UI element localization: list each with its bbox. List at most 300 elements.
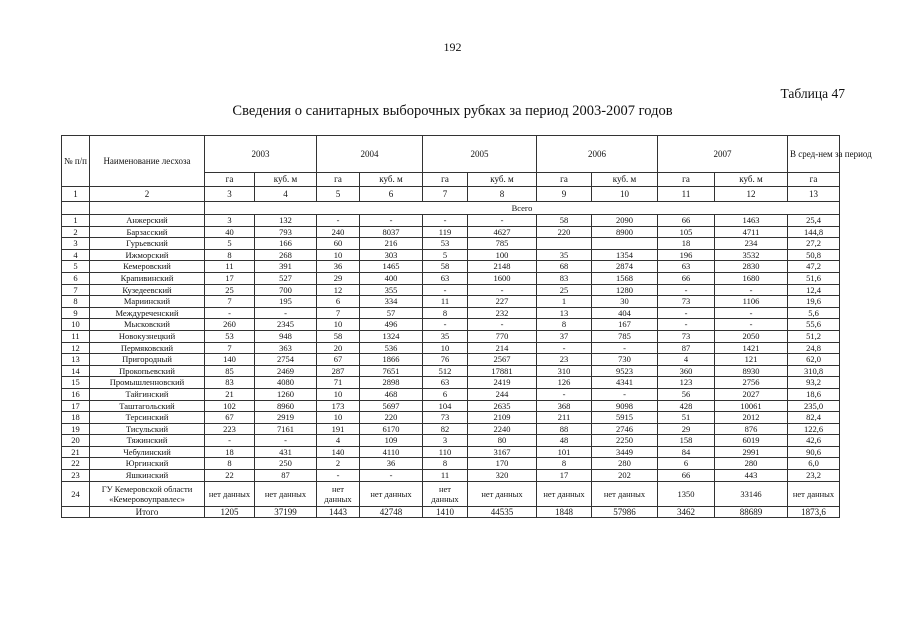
table-cell: 35 bbox=[423, 330, 468, 342]
table-cell: 53 bbox=[423, 238, 468, 250]
column-number: 2 bbox=[90, 187, 205, 202]
table-cell: 310 bbox=[537, 365, 592, 377]
table-cell: 42,6 bbox=[788, 435, 840, 447]
total-cell: 57986 bbox=[592, 506, 658, 518]
table-cell: 83 bbox=[537, 272, 592, 284]
table-cell: 202 bbox=[592, 470, 658, 482]
table-cell: 109 bbox=[360, 435, 423, 447]
column-number: 12 bbox=[715, 187, 788, 202]
table-cell: 1866 bbox=[360, 354, 423, 366]
table-cell: 287 bbox=[317, 365, 360, 377]
table-cell: 66 bbox=[658, 470, 715, 482]
table-cell: 5697 bbox=[360, 400, 423, 412]
table-cell: 1280 bbox=[592, 284, 658, 296]
row-number: 8 bbox=[62, 296, 90, 308]
table-cell: 2090 bbox=[592, 215, 658, 227]
header-name: Наименование лесхоза bbox=[90, 136, 205, 187]
table-cell: 5,6 bbox=[788, 307, 840, 319]
table-cell: 71 bbox=[317, 377, 360, 389]
row-number: 16 bbox=[62, 388, 90, 400]
table-cell: 68 bbox=[537, 261, 592, 273]
row-number: 6 bbox=[62, 272, 90, 284]
table-cell: - bbox=[423, 319, 468, 331]
table-cell: 29 bbox=[658, 423, 715, 435]
row-number: 19 bbox=[62, 423, 90, 435]
table-cell: 4110 bbox=[360, 446, 423, 458]
table-cell: - bbox=[317, 215, 360, 227]
column-number: 5 bbox=[317, 187, 360, 202]
table-cell: 260 bbox=[205, 319, 255, 331]
table-row bbox=[62, 238, 840, 250]
header-unit-m3: куб. м bbox=[715, 173, 788, 187]
table-cell: 25 bbox=[537, 284, 592, 296]
forestry-name: Тяжинский bbox=[90, 435, 205, 447]
table-cell: 67 bbox=[205, 412, 255, 424]
column-number: 3 bbox=[205, 187, 255, 202]
table-cell: 1568 bbox=[592, 272, 658, 284]
table-cell: 48 bbox=[537, 435, 592, 447]
table-cell: 334 bbox=[360, 296, 423, 308]
table-cell: 101 bbox=[537, 446, 592, 458]
total-label: Итого bbox=[90, 506, 205, 518]
table-row bbox=[62, 226, 840, 238]
header-unit-ha: га bbox=[317, 173, 360, 187]
table-cell: 82 bbox=[423, 423, 468, 435]
table-cell: 85 bbox=[205, 365, 255, 377]
table-cell: 63 bbox=[658, 261, 715, 273]
table-row bbox=[62, 330, 840, 342]
table-cell: 40 bbox=[205, 226, 255, 238]
table-cell: 170 bbox=[468, 458, 537, 470]
table-cell: - bbox=[205, 307, 255, 319]
table-cell: 17 bbox=[537, 470, 592, 482]
table-cell: 158 bbox=[658, 435, 715, 447]
table-cell bbox=[537, 238, 592, 250]
table-cell: 80 bbox=[468, 435, 537, 447]
table-cell: 527 bbox=[255, 272, 317, 284]
table-cell: 87 bbox=[255, 470, 317, 482]
table-row bbox=[62, 296, 840, 308]
table-cell: 10 bbox=[423, 342, 468, 354]
table-cell: - bbox=[360, 470, 423, 482]
table-cell: - bbox=[715, 307, 788, 319]
table-cell: 167 bbox=[592, 319, 658, 331]
table-cell: 73 bbox=[658, 330, 715, 342]
table-cell: нет данных bbox=[537, 481, 592, 506]
table-cell: 4 bbox=[658, 354, 715, 366]
table-cell: 8 bbox=[423, 307, 468, 319]
table-cell: 13 bbox=[537, 307, 592, 319]
table-cell: 404 bbox=[592, 307, 658, 319]
table-cell: 7161 bbox=[255, 423, 317, 435]
total-cell: 1443 bbox=[317, 506, 360, 518]
table-cell: 2919 bbox=[255, 412, 317, 424]
row-number: 4 bbox=[62, 249, 90, 261]
table-cell: 227 bbox=[468, 296, 537, 308]
forestry-name: Барзасский bbox=[90, 226, 205, 238]
row-number: 14 bbox=[62, 365, 90, 377]
table-cell: 12 bbox=[317, 284, 360, 296]
header-year-2004: 2004 bbox=[317, 136, 423, 173]
forestry-name: Междуреченский bbox=[90, 307, 205, 319]
table-row bbox=[62, 354, 840, 366]
table-cell: нет данных bbox=[788, 481, 840, 506]
table-cell: 7 bbox=[205, 296, 255, 308]
table-cell: 60 bbox=[317, 238, 360, 250]
row-number: 1 bbox=[62, 215, 90, 227]
table-cell: - bbox=[468, 284, 537, 296]
table-cell: 6 bbox=[658, 458, 715, 470]
table-cell: - bbox=[468, 319, 537, 331]
table-cell: 2756 bbox=[715, 377, 788, 389]
forestry-name: Таштагольский bbox=[90, 400, 205, 412]
table-cell: - bbox=[658, 307, 715, 319]
page-number: 192 bbox=[443, 40, 462, 54]
table-cell: 1260 bbox=[255, 388, 317, 400]
table-cell: 6019 bbox=[715, 435, 788, 447]
table-cell: 232 bbox=[468, 307, 537, 319]
table-cell: 303 bbox=[360, 249, 423, 261]
table-cell: 268 bbox=[255, 249, 317, 261]
total-cell: 3462 bbox=[658, 506, 715, 518]
table-cell: 8037 bbox=[360, 226, 423, 238]
table-cell: 121 bbox=[715, 354, 788, 366]
table-cell: 30 bbox=[592, 296, 658, 308]
table-cell: 17 bbox=[205, 272, 255, 284]
row-number: 24 bbox=[62, 481, 90, 506]
table-cell: нет данных bbox=[468, 481, 537, 506]
forestry-name: Анжерский bbox=[90, 215, 205, 227]
table-cell: - bbox=[468, 215, 537, 227]
table-cell: 2746 bbox=[592, 423, 658, 435]
table-cell: 58 bbox=[423, 261, 468, 273]
table-cell: 10 bbox=[317, 319, 360, 331]
table-cell: 82,4 bbox=[788, 412, 840, 424]
table-cell: 310,8 bbox=[788, 365, 840, 377]
header-year-2003: 2003 bbox=[205, 136, 317, 173]
table-cell: - bbox=[592, 388, 658, 400]
table-cell: 58 bbox=[537, 215, 592, 227]
table-cell: 536 bbox=[360, 342, 423, 354]
row-number: 17 bbox=[62, 400, 90, 412]
table-cell: 700 bbox=[255, 284, 317, 296]
forestry-name: Пермяковский bbox=[90, 342, 205, 354]
header-unit-ha: га bbox=[658, 173, 715, 187]
table-cell: 244 bbox=[468, 388, 537, 400]
table-cell: 280 bbox=[592, 458, 658, 470]
table-cell: 360 bbox=[658, 365, 715, 377]
header-year-2005: 2005 bbox=[423, 136, 537, 173]
table-cell: 6,0 bbox=[788, 458, 840, 470]
forestry-name: Тайгинский bbox=[90, 388, 205, 400]
table-cell: 3449 bbox=[592, 446, 658, 458]
table-cell: 216 bbox=[360, 238, 423, 250]
table-cell: 73 bbox=[658, 296, 715, 308]
table-cell: 2830 bbox=[715, 261, 788, 273]
table-cell: 18 bbox=[658, 238, 715, 250]
table-cell: 2635 bbox=[468, 400, 537, 412]
table-cell: 126 bbox=[537, 377, 592, 389]
table-cell: 196 bbox=[658, 249, 715, 261]
table-cell: 3167 bbox=[468, 446, 537, 458]
table-cell: 2754 bbox=[255, 354, 317, 366]
table-cell: нет данных bbox=[592, 481, 658, 506]
table-cell: 144,8 bbox=[788, 226, 840, 238]
table-cell: - bbox=[255, 435, 317, 447]
table-cell: 785 bbox=[468, 238, 537, 250]
table-cell: 51,6 bbox=[788, 272, 840, 284]
total-cell: 37199 bbox=[255, 506, 317, 518]
table-cell: 84 bbox=[658, 446, 715, 458]
table-cell: 100 bbox=[468, 249, 537, 261]
table-cell: 2012 bbox=[715, 412, 788, 424]
table-cell: 496 bbox=[360, 319, 423, 331]
row-number: 5 bbox=[62, 261, 90, 273]
table-row bbox=[62, 342, 840, 354]
table-cell: нет данных bbox=[317, 481, 360, 506]
table-row bbox=[62, 423, 840, 435]
forestry-name: Кузедеевский bbox=[90, 284, 205, 296]
header-unit-ha: га bbox=[788, 173, 840, 187]
table-cell: 240 bbox=[317, 226, 360, 238]
table-cell: нет данных bbox=[205, 481, 255, 506]
table-cell: 8960 bbox=[255, 400, 317, 412]
table-cell: 8 bbox=[537, 319, 592, 331]
table-cell: 132 bbox=[255, 215, 317, 227]
table-cell: 173 bbox=[317, 400, 360, 412]
table-cell: 104 bbox=[423, 400, 468, 412]
table-row bbox=[62, 365, 840, 377]
header-unit-ha: га bbox=[537, 173, 592, 187]
header-year-2006: 2006 bbox=[537, 136, 658, 173]
table-cell: 214 bbox=[468, 342, 537, 354]
table-cell: 2250 bbox=[592, 435, 658, 447]
table-cell: - bbox=[205, 435, 255, 447]
total-cell: 1410 bbox=[423, 506, 468, 518]
table-cell: 234 bbox=[715, 238, 788, 250]
table-cell: 1463 bbox=[715, 215, 788, 227]
table-cell: 33146 bbox=[715, 481, 788, 506]
table-cell: 1465 bbox=[360, 261, 423, 273]
table-cell: 320 bbox=[468, 470, 537, 482]
table-row bbox=[62, 307, 840, 319]
table-cell: 24,8 bbox=[788, 342, 840, 354]
table-cell: 11 bbox=[423, 470, 468, 482]
table-cell: - bbox=[255, 307, 317, 319]
table-cell: 18,6 bbox=[788, 388, 840, 400]
header-average: В сред-нем за период bbox=[788, 136, 840, 173]
table-cell: - bbox=[592, 342, 658, 354]
table-cell: 8900 bbox=[592, 226, 658, 238]
table-cell: 8 bbox=[423, 458, 468, 470]
table-cell: 1421 bbox=[715, 342, 788, 354]
table-cell: 2240 bbox=[468, 423, 537, 435]
table-cell: - bbox=[658, 319, 715, 331]
table-cell: 1354 bbox=[592, 249, 658, 261]
table-row bbox=[62, 249, 840, 261]
total-cell: 1205 bbox=[205, 506, 255, 518]
header-unit-ha: га bbox=[205, 173, 255, 187]
table-cell: 2345 bbox=[255, 319, 317, 331]
header-unit-m3: куб. м bbox=[592, 173, 658, 187]
forestry-name: Юргинский bbox=[90, 458, 205, 470]
table-cell: 51 bbox=[658, 412, 715, 424]
table-cell: 2050 bbox=[715, 330, 788, 342]
table-cell: 8 bbox=[537, 458, 592, 470]
total-cell: 44535 bbox=[468, 506, 537, 518]
row-number: 10 bbox=[62, 319, 90, 331]
table-cell: 363 bbox=[255, 342, 317, 354]
table-cell: - bbox=[423, 284, 468, 296]
table-cell: 443 bbox=[715, 470, 788, 482]
header-unit-m3: куб. м bbox=[255, 173, 317, 187]
table-cell: 93,2 bbox=[788, 377, 840, 389]
table-cell: 468 bbox=[360, 388, 423, 400]
table-cell: 58 bbox=[317, 330, 360, 342]
forestry-name: Чебулинский bbox=[90, 446, 205, 458]
column-number: 1 bbox=[62, 187, 90, 202]
row-number: 9 bbox=[62, 307, 90, 319]
row-number: 15 bbox=[62, 377, 90, 389]
table-cell: 23,2 bbox=[788, 470, 840, 482]
table-cell: 37 bbox=[537, 330, 592, 342]
table-cell: 793 bbox=[255, 226, 317, 238]
table-cell: 87 bbox=[658, 342, 715, 354]
row-number: 12 bbox=[62, 342, 90, 354]
table-cell: 250 bbox=[255, 458, 317, 470]
table-cell: 90,6 bbox=[788, 446, 840, 458]
forestry-name: Крапивинский bbox=[90, 272, 205, 284]
table-cell: 105 bbox=[658, 226, 715, 238]
table-cell: 785 bbox=[592, 330, 658, 342]
table-cell: 2991 bbox=[715, 446, 788, 458]
table-cell: 22 bbox=[205, 470, 255, 482]
table-row bbox=[62, 388, 840, 400]
column-number: 9 bbox=[537, 187, 592, 202]
table-cell: 19,6 bbox=[788, 296, 840, 308]
table-cell: 53 bbox=[205, 330, 255, 342]
table-cell: 7 bbox=[205, 342, 255, 354]
table-cell: 8 bbox=[205, 458, 255, 470]
table-row bbox=[62, 400, 840, 412]
table-cell: 355 bbox=[360, 284, 423, 296]
table-cell: 223 bbox=[205, 423, 255, 435]
forestry-name: Прокопьевский bbox=[90, 365, 205, 377]
table-cell: нет данных bbox=[255, 481, 317, 506]
table-cell: 140 bbox=[205, 354, 255, 366]
table-cell: 4711 bbox=[715, 226, 788, 238]
table-cell: 62,0 bbox=[788, 354, 840, 366]
table-cell: 10 bbox=[317, 412, 360, 424]
table-cell: - bbox=[317, 470, 360, 482]
table-cell: 102 bbox=[205, 400, 255, 412]
forestry-name: ГУ Кемеровской области «Кемеровоуправлес» bbox=[90, 481, 205, 506]
table-cell: 431 bbox=[255, 446, 317, 458]
table-cell: 3532 bbox=[715, 249, 788, 261]
table-cell: 2148 bbox=[468, 261, 537, 273]
forestry-name: Мысковский bbox=[90, 319, 205, 331]
table-cell: 57 bbox=[360, 307, 423, 319]
table-cell: 6170 bbox=[360, 423, 423, 435]
row-number: 22 bbox=[62, 458, 90, 470]
table-cell: 10061 bbox=[715, 400, 788, 412]
table-cell bbox=[592, 238, 658, 250]
table-cell: 88 bbox=[537, 423, 592, 435]
sanitary-felling-table bbox=[61, 135, 872, 518]
row-number: 2 bbox=[62, 226, 90, 238]
table-cell: - bbox=[537, 388, 592, 400]
row-number: 20 bbox=[62, 435, 90, 447]
table-cell: 55,6 bbox=[788, 319, 840, 331]
table-cell: 2469 bbox=[255, 365, 317, 377]
table-cell: 6 bbox=[317, 296, 360, 308]
column-number: 7 bbox=[423, 187, 468, 202]
table-cell: 10 bbox=[317, 249, 360, 261]
table-cell: 2898 bbox=[360, 377, 423, 389]
table-cell: 512 bbox=[423, 365, 468, 377]
total-row bbox=[62, 506, 840, 518]
table-cell: 5 bbox=[205, 238, 255, 250]
table-cell: 166 bbox=[255, 238, 317, 250]
forestry-name: Терсинский bbox=[90, 412, 205, 424]
table-cell: нет данных bbox=[360, 481, 423, 506]
column-number: 10 bbox=[592, 187, 658, 202]
table-cell: 27,2 bbox=[788, 238, 840, 250]
table-cell: 29 bbox=[317, 272, 360, 284]
table-cell: 8 bbox=[205, 249, 255, 261]
table-cell: - bbox=[423, 215, 468, 227]
table-cell: 56 bbox=[658, 388, 715, 400]
table-cell: 23 bbox=[537, 354, 592, 366]
table-cell: 63 bbox=[423, 272, 468, 284]
row-number: 23 bbox=[62, 470, 90, 482]
table-cell: 191 bbox=[317, 423, 360, 435]
header-unit-m3: куб. м bbox=[468, 173, 537, 187]
table-cell: 391 bbox=[255, 261, 317, 273]
table-row bbox=[62, 435, 840, 447]
table-cell: 66 bbox=[658, 272, 715, 284]
header-unit-ha: га bbox=[423, 173, 468, 187]
table-cell: 8930 bbox=[715, 365, 788, 377]
table-cell: 235,0 bbox=[788, 400, 840, 412]
table-cell: 400 bbox=[360, 272, 423, 284]
section-label: Всего bbox=[205, 202, 840, 215]
table-cell: 4627 bbox=[468, 226, 537, 238]
table-cell: 36 bbox=[360, 458, 423, 470]
table-cell: 83 bbox=[205, 377, 255, 389]
table-cell: 12,4 bbox=[788, 284, 840, 296]
table-cell: 770 bbox=[468, 330, 537, 342]
table-row bbox=[62, 215, 840, 227]
table-cell: 5 bbox=[423, 249, 468, 261]
table-cell: 1324 bbox=[360, 330, 423, 342]
forestry-name: Промышленновский bbox=[90, 377, 205, 389]
table-cell: 10 bbox=[317, 388, 360, 400]
row-number: 11 bbox=[62, 330, 90, 342]
table-cell: 123 bbox=[658, 377, 715, 389]
table-cell: 110 bbox=[423, 446, 468, 458]
table-row bbox=[62, 319, 840, 331]
table-cell: 4341 bbox=[592, 377, 658, 389]
row-number: 3 bbox=[62, 238, 90, 250]
table-cell: 2 bbox=[317, 458, 360, 470]
table-cell: 63 bbox=[423, 377, 468, 389]
table-cell: 1680 bbox=[715, 272, 788, 284]
column-number: 4 bbox=[255, 187, 317, 202]
table-cell: 73 bbox=[423, 412, 468, 424]
table-cell: 66 bbox=[658, 215, 715, 227]
table-cell: 11 bbox=[205, 261, 255, 273]
